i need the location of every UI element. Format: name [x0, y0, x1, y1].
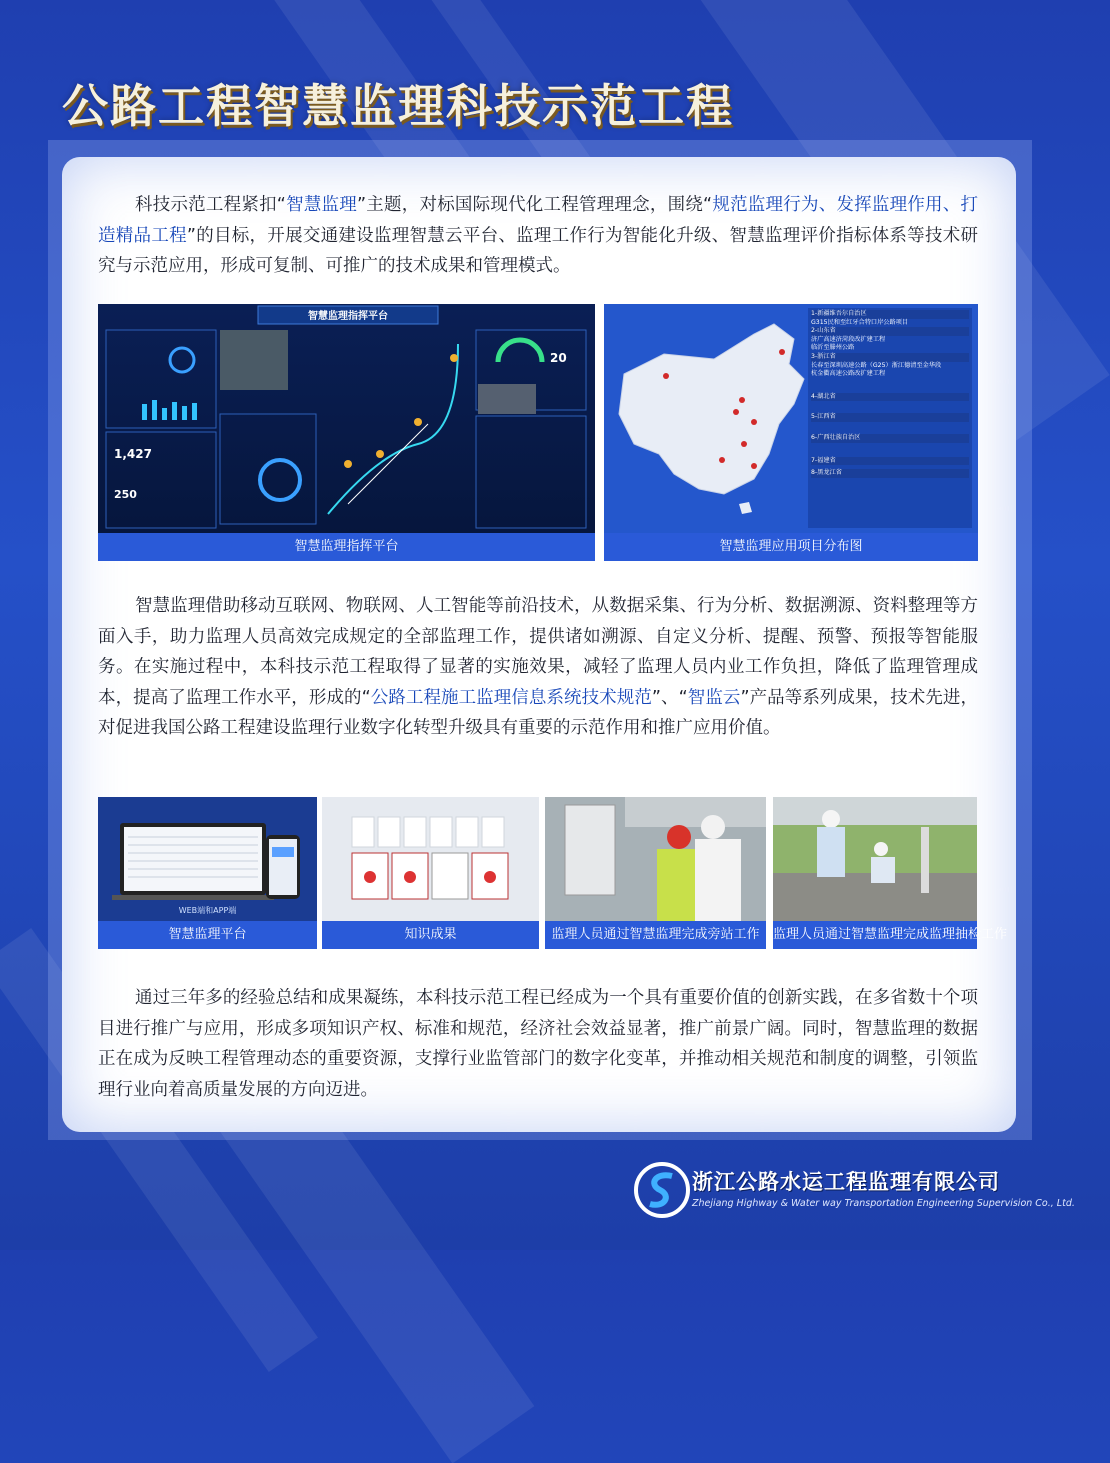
stat-score: 20	[550, 351, 567, 365]
figure-sampling-inspection	[773, 797, 1008, 949]
map-list-item: 杭金衢高速公路改扩建工程	[811, 370, 886, 378]
platform-inner-label: WEB端和APP端	[178, 906, 237, 915]
body-paragraph: 智慧监理借助移动互联网、物联网、人工智能等前沿技术，从数据采集、行为分析、数据溯源、资料整理等方面入手，助力监理人员高效完成规定的全部监理工作，提供诸如溯源、自定义分析、提醒、预警、预报等智能服务。在实施过程中，本科技示范工程取得了显著的实施效果，减轻了监理人员内业工作负担，降低了监理管理成本，提高了监理工作水平，形成的“公路工程施工监理信息系统技术规范”、“智监云”产品等系列成果，技术先进，对促进我国公路工程建设监理行业数字化转型升级具有重要的示范作用和推广应用价值。	[98, 596, 978, 738]
company-logo	[632, 1160, 692, 1220]
highlight-tech-spec: 公路工程施工监理信息系统技术规范	[370, 687, 652, 708]
map-list-item: 8-黑龙江省	[811, 469, 969, 478]
stat-count: 250	[114, 488, 137, 501]
map-list-item: 2-山东省	[811, 327, 969, 336]
highlight-zhijianyun: 智监云	[687, 687, 741, 708]
map-list-item: 7-福建省	[811, 457, 969, 466]
highlight-goal: 规范监理行为、发挥监理作用、打造精品工程	[98, 195, 978, 246]
conclusion-paragraph: 通过三年多的经验总结和成果凝练，本科技示范工程已经成为一个具有重要价值的创新实践，在多省数十个项目进行推广与应用，形成多项知识产权、标准和规范，经济社会效益显著，推广前景广阔。同时，智慧监理的数据正在成为反映工程管理动态的重要资源，支撑行业监管部门的数字化变革，并推动相关规范和制度的调整，引领监理行业向着高质量发展的方向迈进。	[98, 988, 978, 1100]
map-list-item: 4-湖北省	[811, 393, 969, 402]
caption-sampling-inspection: 监理人员通过智慧监理完成监理抽检工作	[773, 921, 977, 949]
screen-title: 智慧监理指挥平台	[308, 311, 388, 322]
company-name-en: Zhejiang Highway & Water way Transportation Engineering Supervision Co., Ltd.	[692, 1198, 1075, 1209]
highlight-smart-supervision: 智慧监理	[285, 195, 357, 215]
figure-smart-platform	[98, 797, 317, 949]
caption-side-station-work: 监理人员通过智慧监理完成旁站工作	[545, 921, 766, 949]
caption-distribution-map: 智慧监理应用项目分布图	[604, 533, 978, 561]
map-list-item: 3-浙江省	[811, 353, 969, 362]
map-list-item: 济广高速济菏段改扩建工程	[811, 335, 886, 343]
map-list-item: 5-江西省	[811, 413, 969, 422]
caption-knowledge-results: 知识成果	[322, 921, 539, 949]
map-list-item: G315民和至红牙合特口岸公路项目	[811, 318, 909, 326]
figure-distribution-map	[604, 304, 978, 561]
caption-smart-platform: 智慧监理平台	[98, 921, 317, 949]
map-list-item: 临沂至滕州公路	[811, 344, 855, 352]
intro-paragraph: 科技示范工程紧扣“智慧监理”主题，对标国际现代化工程管理理念，围绕“规范监理行为、发挥监理作用、打造精品工程”的目标，开展交通建设监理智慧云平台、监理工作行为智能化升级、智慧监理评价指标体系等技术研究与示范应用，形成可复制、可推广的技术成果和管理模式。	[98, 195, 978, 276]
figure-side-station-work	[545, 797, 766, 949]
map-project-list	[811, 310, 969, 478]
command-platform-image	[98, 304, 595, 533]
caption-command-platform: 智慧监理指挥平台	[98, 533, 595, 561]
map-list-item: 长春至深圳高速公路（G25）浙江德清至金华段	[811, 361, 942, 369]
inspection-photo	[773, 797, 977, 921]
side-station-photo	[545, 797, 766, 921]
map-list-item: 6-广西壮族自治区	[811, 434, 969, 443]
stat-personnel: 1,427	[114, 447, 152, 461]
company-name-cn: 浙江公路水运工程监理有限公司	[692, 1170, 1000, 1194]
platform-devices-image	[98, 797, 317, 921]
certificates-image	[322, 797, 539, 921]
map-list-item: 1-新疆维吾尔自治区	[811, 310, 969, 319]
page-title: 公路工程智慧监理科技示范工程	[62, 79, 734, 133]
figure-knowledge-results	[322, 797, 539, 949]
figure-command-platform	[98, 304, 595, 561]
